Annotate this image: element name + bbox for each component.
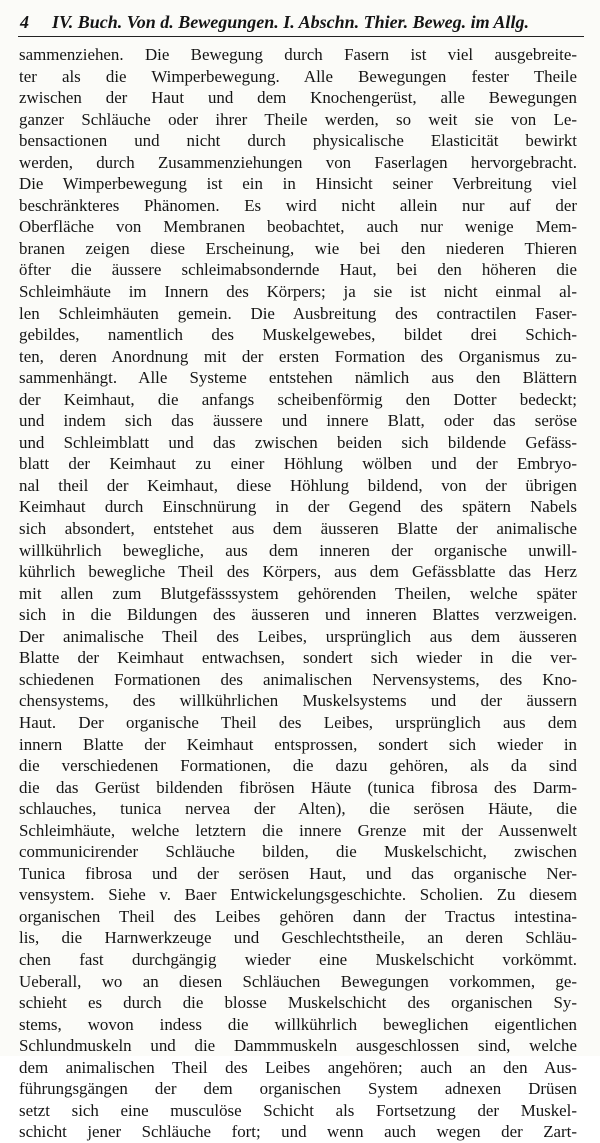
text-line: branen zeigen diese Erscheinung, wie bei den niederen Thieren xyxy=(19,238,577,258)
text-line: und indem sich das äussere und innere Blatt, oder das seröse xyxy=(19,411,577,431)
text-line: lis, die Harnwerkzeuge und Geschlechtstheile, an deren Schläu- xyxy=(19,928,577,948)
text-line: schlauches, tunica nervea der Alten), die serösen Häute, die xyxy=(19,799,577,819)
running-head-title: IV. Buch. Von d. Bewegungen. I. Abschn. Thier. Beweg. im Allg. xyxy=(52,12,529,32)
text-line: Der animalische Theil des Leibes, ursprünglich aus dem äusseren xyxy=(19,626,577,646)
text-line: sich absondert, entstehet aus dem äusseren Blatte der animalische xyxy=(19,519,577,539)
text-line: schieht es durch die blosse Muskelschicht des organischen Sy- xyxy=(19,993,577,1013)
text-line: und Schleimblatt und das zwischen beiden sich bildende Gefäss- xyxy=(19,432,577,452)
text-line: organischen Theil des Leibes gehören dann der Tractus intestina- xyxy=(19,906,577,926)
text-line: bensactionen und nicht durch physicalische Elasticität bewirkt xyxy=(19,131,577,151)
running-head xyxy=(18,10,584,37)
text-line: nal theil der Keimhaut, diese Höhlung bildend, von der übrigen xyxy=(19,475,577,495)
text-line: Tunica fibrosa und der serösen Haut, und das organische Ner- xyxy=(19,863,577,883)
text-line: sammenziehen. Die Bewegung durch Fasern ist viel ausgebreite- xyxy=(19,45,577,64)
text-line: setzt sich eine musculöse Schicht als Fortsetzung der Muskel- xyxy=(19,1100,577,1120)
text-line: Oberfläche von Membranen beobachtet, auch nur wenige Mem- xyxy=(19,217,577,237)
text-line: dem animalischen Theil des Leibes angehören; auch an den Aus- xyxy=(19,1057,577,1077)
text-line: vensystem. Siehe v. Baer Entwickelungsgeschichte. Scholien. Zu diesem xyxy=(19,885,577,905)
text-line: sich in die Bildungen des äusseren und inneren Blattes verzweigen. xyxy=(19,605,577,625)
text-line: die das Gerüst bildenden fibrösen Häute (tunica fibrosa des Darm- xyxy=(19,777,577,797)
text-line: sammenhängt. Alle Systeme entstehen nämlich aus den Blättern xyxy=(19,368,577,388)
text-line: communicirender Schläuche bilden, die Muskelschicht, zwischen xyxy=(19,842,577,862)
text-line: Schleimhäute im Innern des Körpers; ja sie ist nicht einmal al- xyxy=(19,282,577,302)
text-line: stems, wovon indess die willkührlich beweglichen eigentlichen xyxy=(19,1014,577,1034)
text-line: Keimhaut durch Einschnürung in der Gegend des spätern Nabels xyxy=(19,497,577,517)
text-line: führungsgängen der dem organischen System adnexen Drüsen xyxy=(19,1079,577,1099)
text-line: willkührlich bewegliche, aus dem inneren der organische unwill- xyxy=(19,540,577,560)
text-line: innern Blatte der Keimhaut entsprossen, sondert sich wieder in xyxy=(19,734,577,754)
text-line: schicht jener Schläuche fort; und wenn auch wegen der Zart- xyxy=(19,1122,577,1142)
text-line: Die Wimperbewegung ist ein in Hinsicht seiner Verbreitung viel xyxy=(19,174,577,194)
body-text xyxy=(19,44,577,1143)
text-line: der Keimhaut, die anfangs scheibenförmig den Dotter bedeckt; xyxy=(19,389,577,409)
text-line: die verschiedenen Formationen, die dazu gehören, als da sind xyxy=(19,756,577,776)
text-line: Blatte der Keimhaut entwachsen, sondert sich wieder in die ver- xyxy=(19,648,577,668)
text-line: zwischen der Haut und dem Knochengerüst, alle Bewegungen xyxy=(19,88,577,108)
text-line: Schleimhäute, welche letztern die innere Grenze mit der Aussenwelt xyxy=(19,820,577,840)
text-line: mit allen zum Blutgefässsystem gehörenden Theilen, welche später xyxy=(19,583,577,603)
text-line: chen fast durchgängig wieder eine Muskelschicht vorkömmt. xyxy=(19,949,577,969)
text-line: chensystems, des willkührlichen Muskelsystems und der äussern xyxy=(19,691,577,711)
text-line: Haut. Der organische Theil des Leibes, ursprünglich aus dem xyxy=(19,712,577,732)
text-line: ter als die Wimperbewegung. Alle Bewegungen fester Theile xyxy=(19,66,577,86)
text-line: gebildes, namentlich des Muskelgewebes, bildet drei Schich- xyxy=(19,325,577,345)
text-line: kührlich bewegliche Theil des Körpers, aus dem Gefässblatte das Herz xyxy=(19,562,577,582)
page-number: 4 xyxy=(20,12,29,32)
text-line: blatt der Keimhaut zu einer Höhlung wölben und der Embryo- xyxy=(19,454,577,474)
text-line: öfter die äussere schleimabsondernde Haut, bei den höheren die xyxy=(19,260,577,280)
text-line: Ueberall, wo an diesen Schläuchen Bewegungen vorkommen, ge- xyxy=(19,971,577,991)
text-line: Schlundmuskeln und die Dammmuskeln ausgeschlossen sind, welche xyxy=(19,1036,577,1056)
text-line: ganzer Schläuche oder ihrer Theile werden, so weit sie von Le- xyxy=(19,109,577,129)
text-line: ten, deren Anordnung mit der ersten Formation des Organismus zu- xyxy=(19,346,577,366)
text-line: len Schleimhäuten gemein. Die Ausbreitung des contractilen Faser- xyxy=(19,303,577,323)
text-line: schiedenen Formationen des animalischen Nervensystems, des Kno- xyxy=(19,669,577,689)
text-line: werden, durch Zusammenziehungen von Faserlagen hervorgebracht. xyxy=(19,152,577,172)
text-line: beschränkteres Phänomen. Es wird nicht allein nur auf der xyxy=(19,195,577,215)
